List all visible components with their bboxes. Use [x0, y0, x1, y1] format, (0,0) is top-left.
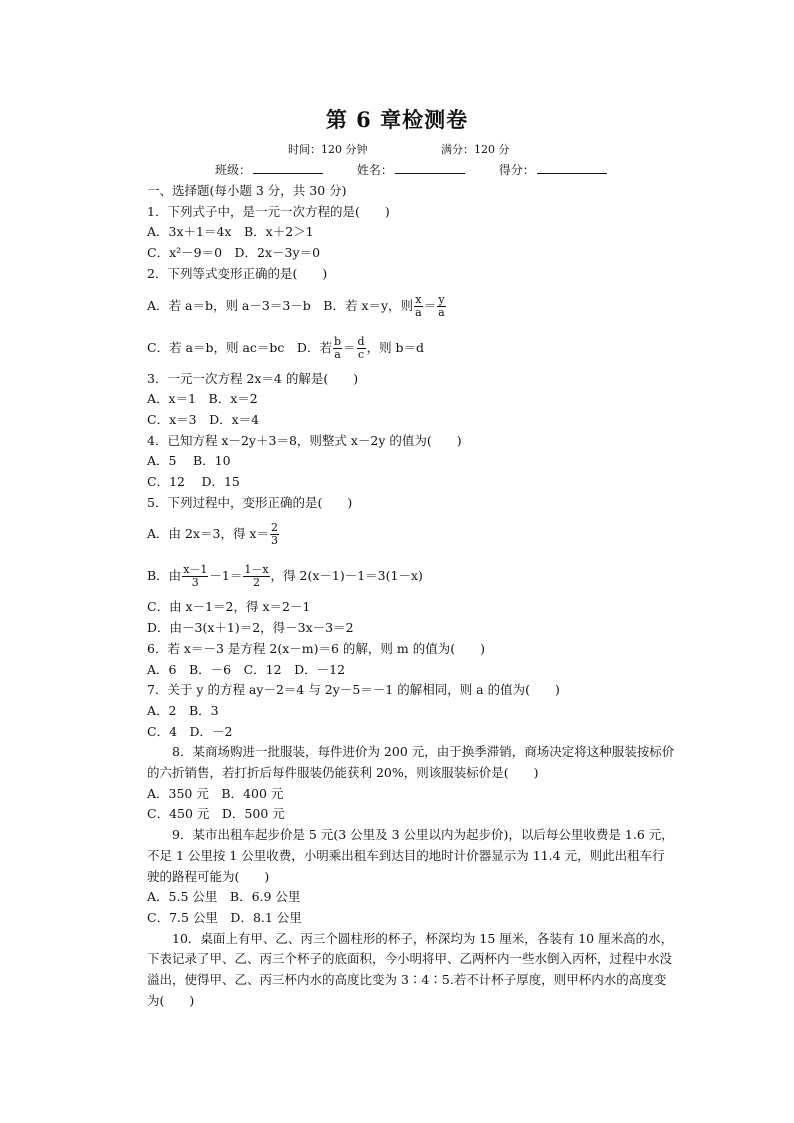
exam-content: [147, 181, 677, 1012]
class-blank: [253, 161, 323, 174]
q4-options-cd: C．12 D．15: [147, 474, 240, 490]
q5-option-a-text: A．由 2x＝3，得 x＝: [147, 526, 269, 542]
q5-option-b-tail: ，得 2(x－1)－1＝3(1－x): [270, 568, 423, 584]
q5-option-d: D．由－3(x＋1)＝2，得－3x－3＝2: [147, 620, 354, 636]
denominator: 3: [191, 576, 199, 590]
q2-option-a: A．若 a＝b，则 a－3＝3－b B．若 x＝y，则: [147, 297, 414, 313]
q5-option-c: C．由 x－1＝2，得 x＝2－1: [147, 599, 311, 615]
score-label: 得分：: [498, 163, 535, 177]
q7-stem: 7．关于 y 的方程 ay－2＝4 与 2y－5＝－1 的解相同，则 a 的值为( ): [147, 682, 560, 698]
exam-title: 第 6 章检测卷: [325, 107, 469, 132]
equals-sign: ＝: [343, 339, 356, 355]
q4-stem: 4．已知方程 x－2y＋3＝8，则整式 x－2y 的值为( ): [147, 432, 462, 448]
q5-option-a: [147, 513, 677, 555]
fraction: [270, 522, 279, 547]
denominator: a: [334, 347, 341, 361]
section-heading: 一、选择题(每小题 3 分，共 30 分): [147, 183, 347, 198]
q5-option-b: [147, 555, 677, 597]
q1-options-cd: C．x²－9＝0 D．2x－3y＝0: [147, 245, 321, 261]
numerator: y: [438, 292, 445, 306]
class-label: 班级：: [215, 163, 252, 177]
q3-stem: 3．一元一次方程 2x＝4 的解是( ): [147, 370, 359, 386]
numerator: x－1: [183, 563, 208, 577]
q6-options: A．6 B．－6 C．12 D．－12: [147, 661, 346, 677]
denominator: a: [415, 305, 422, 319]
q3-options-cd: C．x＝3 D．x＝4: [147, 411, 260, 427]
q2-options-cd: [147, 327, 677, 369]
denominator: 3: [270, 534, 278, 548]
numerator: 2: [270, 521, 278, 535]
numerator: 1－x: [244, 563, 269, 577]
name-label: 姓名：: [356, 163, 393, 177]
score-blank: [537, 161, 607, 174]
q3-options-ab: A．x＝1 B．x＝2: [147, 391, 258, 407]
name-blank: [395, 161, 465, 174]
q8-options-cd: C．450 元 D．500 元: [147, 806, 285, 822]
q7-options-ab: A．2 B．3: [147, 702, 219, 718]
exam-meta: [288, 141, 510, 157]
time-limit: 时间：120 分钟: [288, 143, 368, 156]
q10-stem: 10．桌面上有甲、乙、丙三个圆柱形的杯子，杯深均为 15 厘米，各装有 10 厘米高的水，下表记录了甲、乙、丙三个杯子的底面积，今小明将甲、乙两杯内一些水倒入丙杯，过程中水没溢出，使得甲、乙、丙三杯内水的高度比变为 3∶4∶5.若不计杯子厚度，则甲杯内水的高度变为( ): [147, 930, 674, 1008]
q8-options-ab: A．350 元 B．400 元: [147, 785, 284, 801]
fraction: [437, 294, 446, 319]
q7-options-cd: C．4 D．－2: [147, 723, 233, 739]
equals-sign: ＝: [423, 297, 437, 313]
numerator: x: [415, 292, 422, 306]
q1-stem: 1．下列式子中，是一元一次方程的是( ): [147, 203, 390, 219]
q9-stem: 9．某市出租车起步价是 5 元(3 公里及 3 公里以内为起步价)，以后每公里收费是 1.6 元，不足 1 公里按 1 公里收费，小明乘出租车到达目的地时计价器显示为 11.4 元，则此出租车行驶的路程可能为( ): [147, 827, 674, 884]
full-score: 满分：120 分: [441, 143, 510, 156]
q5-option-b-prefix: B．由: [147, 568, 182, 584]
student-fields: [215, 161, 637, 178]
q5-stem: 5．下列过程中，变形正确的是( ): [147, 494, 353, 510]
fraction: [243, 564, 269, 589]
denominator: a: [438, 305, 445, 319]
denominator: c: [357, 347, 365, 361]
q2-option-d-tail: ，则 b＝d: [366, 339, 425, 355]
fraction: [182, 564, 208, 589]
q2-option-c: C．若 a＝b，则 ac＝bc D．若: [147, 339, 332, 355]
q9-options-ab: A．5.5 公里 B．6.9 公里: [147, 889, 301, 905]
q1-options-ab: A．3x＋1＝4x B．x＋2＞1: [147, 224, 314, 240]
fraction: [333, 336, 342, 361]
numerator: b: [333, 334, 341, 348]
fraction: [414, 294, 423, 319]
q2-options-ab: [147, 285, 677, 327]
denominator: 2: [252, 576, 260, 590]
q8-stem: 8．某商场购进一批服装，每件进价为 200 元，由于换季滞销，商场决定将这种服装按标价的六折销售，若打折后每件服装仍能获利 20%，则该服装标价是( ): [147, 744, 675, 781]
q4-options-ab: A．5 B．10: [147, 453, 231, 469]
q2-stem: 2．下列等式变形正确的是( ): [147, 265, 328, 281]
numerator: d: [357, 334, 365, 348]
q6-stem: 6．若 x＝－3 是方程 2(x－m)＝6 的解，则 m 的值为( ): [147, 640, 485, 656]
fraction: [357, 336, 366, 361]
q5-option-b-mid: －1＝: [209, 568, 243, 584]
q9-options-cd: C．7.5 公里 D．8.1 公里: [147, 909, 302, 925]
